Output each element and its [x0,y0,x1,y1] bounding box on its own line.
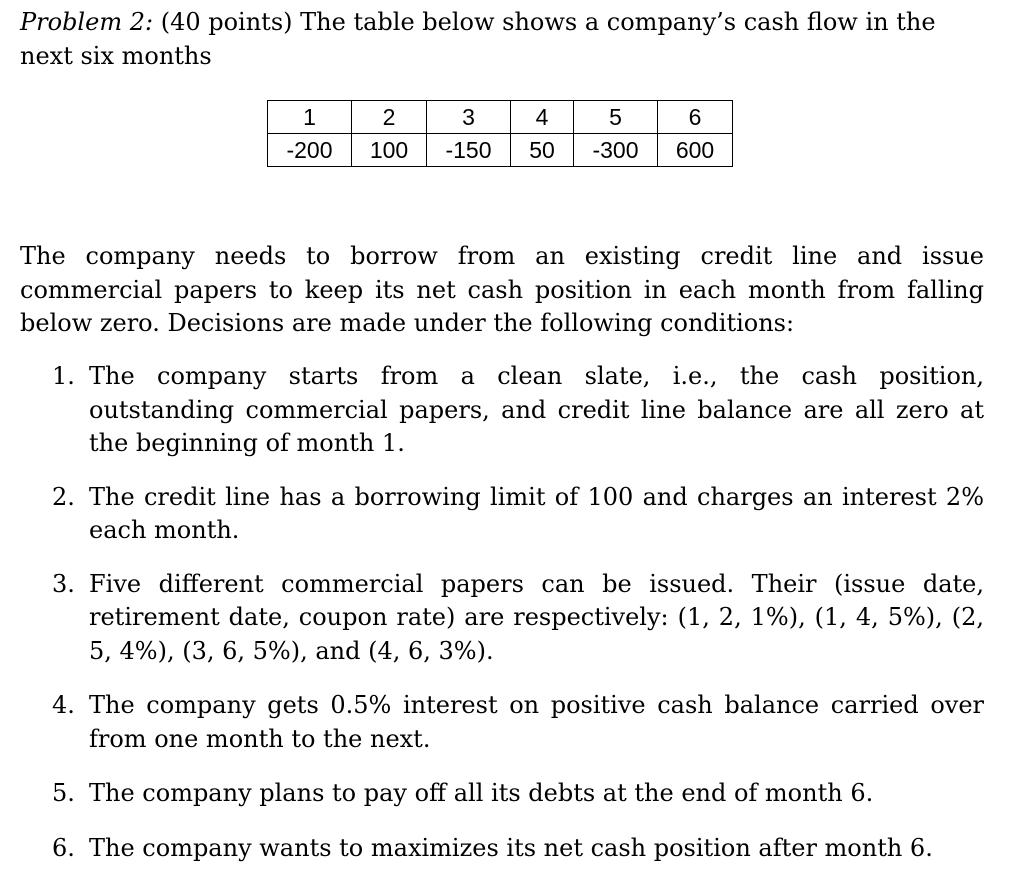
list-item [20,777,984,811]
problem-statement-line2: next six months [20,41,212,70]
cash-flow-cell: -200 [268,134,352,167]
list-item-text: The company plans to pay off all its debts at the end of month 6. [89,779,874,807]
list-item-text: The credit line has a borrowing limit of 100 and charges an interest 2% each month. [89,482,984,544]
list-item-number: 3. [52,569,75,598]
conditions-list [20,360,984,865]
cash-flow-cell: 600 [658,134,733,167]
month-cell: 1 [268,101,352,134]
cash-flow-cell: 50 [511,134,574,167]
cash-flow-table-container [267,100,733,167]
list-item-number: 1. [52,362,75,390]
list-item-number: 6. [52,833,75,862]
list-item-number: 5. [52,779,75,807]
list-item-number: 4. [52,691,75,719]
problem-statement-line1: The table below shows a company’s cash flow in the [300,8,936,36]
list-item [20,481,984,548]
intro-paragraph: The company needs to borrow from an existing credit line and issue commercial papers to keep its net cash position in each month from falling below zero. Decisions are made under the following conditions: [20,242,984,337]
month-cell: 6 [658,101,733,134]
list-item [20,568,984,669]
problem-header [20,6,988,73]
problem-statement [20,6,988,73]
months-row [268,101,733,134]
cash-flow-cell: -300 [574,134,658,167]
list-item [20,832,984,866]
list-item-text: The company wants to maximizes its net cash position after month 6. [89,833,933,862]
list-item-text: Five different commercial papers can be issued. Their (issue date, retirement date, coupon rate) are respectively: (1, 2, 1%), (1, 4, 5%), (2, 5, 4%), (3, 6, 5%), and (4, 6, 3%). [89,569,984,665]
month-cell: 2 [352,101,427,134]
cash-flow-cell: 100 [352,134,427,167]
month-cell: 5 [574,101,658,134]
cash-flow-cell: -150 [427,134,511,167]
list-item [20,689,984,756]
list-item-number: 2. [52,482,75,511]
list-item-text: The company gets 0.5% interest on positive cash balance carried over from one month to the next. [89,691,984,753]
problem-points: (40 points) [160,8,293,36]
month-cell: 4 [511,101,574,134]
list-item [20,360,984,461]
cash-flow-table [267,100,733,167]
problem-label: Problem 2: [20,8,154,36]
cash-flow-row [268,134,733,167]
list-item-text: The company starts from a clean slate, i.e., the cash position, outstanding commercial papers, and credit line balance are all zero at the beginning of month 1. [89,362,984,457]
month-cell: 3 [427,101,511,134]
